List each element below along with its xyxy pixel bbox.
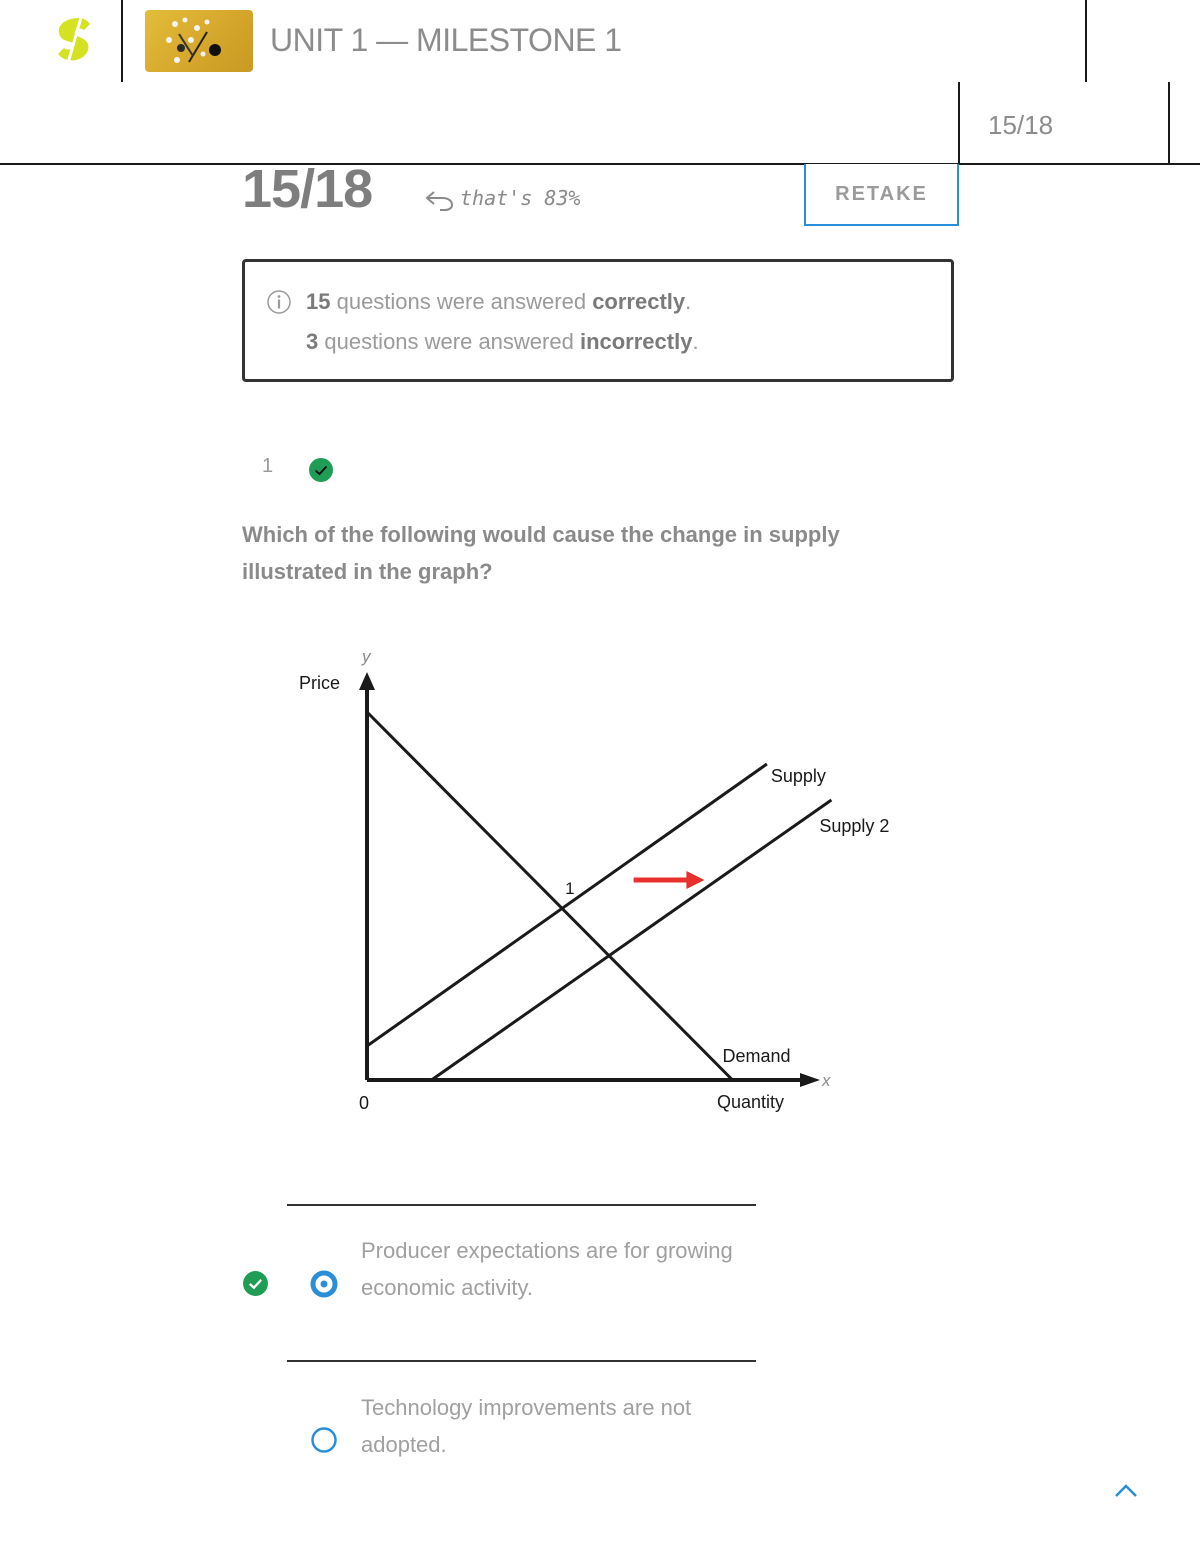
origin-label: 0 <box>359 1093 370 1113</box>
answer-option-2[interactable]: Technology improvements are not adopted. <box>361 1395 692 1457</box>
series-line-supply-2 <box>432 800 832 1080</box>
header-divider-left <box>121 0 123 82</box>
sophia-logo-icon[interactable] <box>52 14 98 70</box>
question-text: Which of the following would cause the change in supply illustrated in the graph? <box>242 522 840 584</box>
series-label-supply-2: Supply 2 <box>819 816 890 836</box>
correct-summary-line <box>306 289 691 315</box>
series-label-supply: Supply <box>770 766 826 786</box>
incorrect-count: 3 <box>306 329 319 354</box>
answer-option-1[interactable]: Producer expectations are for growing economic activity. <box>361 1238 733 1300</box>
series-line-supply <box>367 764 767 1046</box>
retake-button[interactable]: RETAKE <box>804 164 959 226</box>
percent-note <box>424 186 580 212</box>
x-axis-arrowhead <box>800 1073 820 1087</box>
course-thumbnail <box>145 10 253 72</box>
header-divider-right <box>1085 0 1087 82</box>
correct-summary-text: questions were answered <box>330 289 593 314</box>
header-bottom-border <box>0 163 1200 165</box>
series-line-demand <box>367 712 733 1080</box>
y-axis-letter: y <box>362 647 371 666</box>
radio-selected-icon[interactable] <box>310 1270 338 1303</box>
incorrect-word: incorrectly <box>579 329 693 354</box>
period: . <box>685 289 692 314</box>
results-summary-box <box>242 259 954 382</box>
shift-arrow-head <box>686 871 704 889</box>
chevron-up-icon[interactable] <box>1112 1480 1140 1505</box>
answer-divider <box>287 1204 756 1206</box>
curved-arrow-icon <box>424 188 456 212</box>
y-axis-arrowhead <box>359 672 375 690</box>
info-icon <box>266 289 292 320</box>
x-axis-letter: x <box>822 1071 831 1090</box>
answer-divider <box>287 1360 756 1362</box>
check-circle-icon <box>242 1270 269 1302</box>
score-box-right-border <box>1168 82 1170 164</box>
series-label-demand: Demand <box>722 1046 791 1066</box>
radio-empty-icon[interactable] <box>310 1426 338 1459</box>
big-score: 15/18 <box>242 159 373 219</box>
x-axis-label: Quantity <box>717 1092 785 1112</box>
score-box-left-border <box>958 82 960 164</box>
correct-count: 15 <box>306 289 331 314</box>
incorrect-summary-line <box>306 329 699 355</box>
header-score: 15/18 <box>988 110 1054 140</box>
percent-note-text: that's 83% <box>460 186 581 210</box>
period: . <box>692 329 699 354</box>
question-number: 1 <box>262 455 274 477</box>
supply-demand-graph <box>280 640 920 1130</box>
point-label: 1 <box>565 879 575 898</box>
check-circle-icon <box>308 457 334 488</box>
y-axis-label: Price <box>299 673 341 693</box>
correct-word: correctly <box>592 289 686 314</box>
unit-title: UNIT 1 — MILESTONE 1 <box>270 22 622 58</box>
incorrect-summary-text: questions were answered <box>318 329 580 354</box>
